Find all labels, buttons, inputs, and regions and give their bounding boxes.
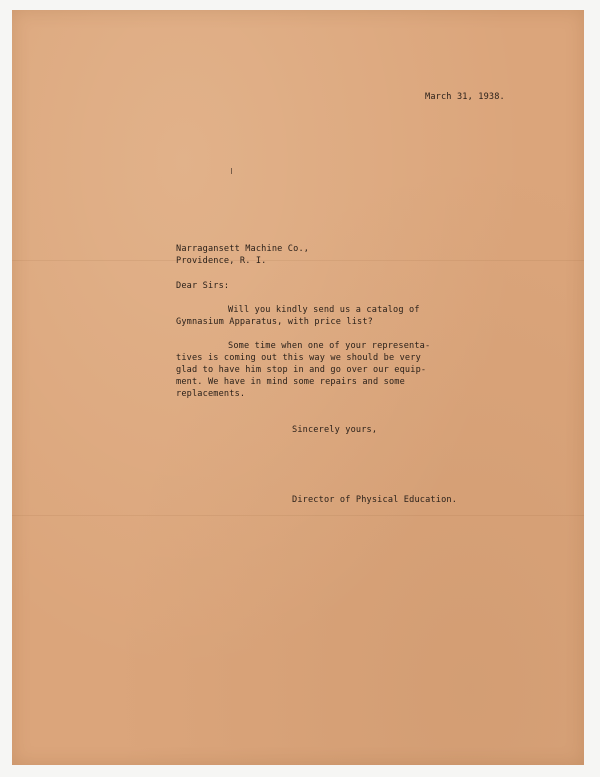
letter-page	[12, 10, 584, 765]
paragraph-2-line: Some time when one of your representa-	[228, 341, 431, 351]
closing: Sincerely yours,	[292, 425, 378, 435]
salutation: Dear Sirs:	[176, 281, 230, 291]
paragraph-2-line: tives is coming out this way we should be very	[176, 353, 421, 363]
recipient-city: Providence, R. I.	[176, 256, 267, 266]
paragraph-2-line: replacements.	[176, 389, 246, 399]
paragraph-1-line: Will you kindly send us a catalog of	[228, 305, 420, 315]
letter-date: March 31, 1938.	[425, 92, 505, 102]
paper-crease	[12, 260, 584, 261]
stray-mark	[231, 168, 232, 174]
paragraph-2-line: ment. We have in mind some repairs and some	[176, 377, 405, 387]
recipient-name: Narragansett Machine Co.,	[176, 244, 310, 254]
signature-title: Director of Physical Education.	[292, 495, 458, 505]
paragraph-2-line: glad to have him stop in and go over our equip-	[176, 365, 427, 375]
paper-crease	[12, 515, 584, 516]
paragraph-1-line: Gymnasium Apparatus, with price list?	[176, 317, 373, 327]
